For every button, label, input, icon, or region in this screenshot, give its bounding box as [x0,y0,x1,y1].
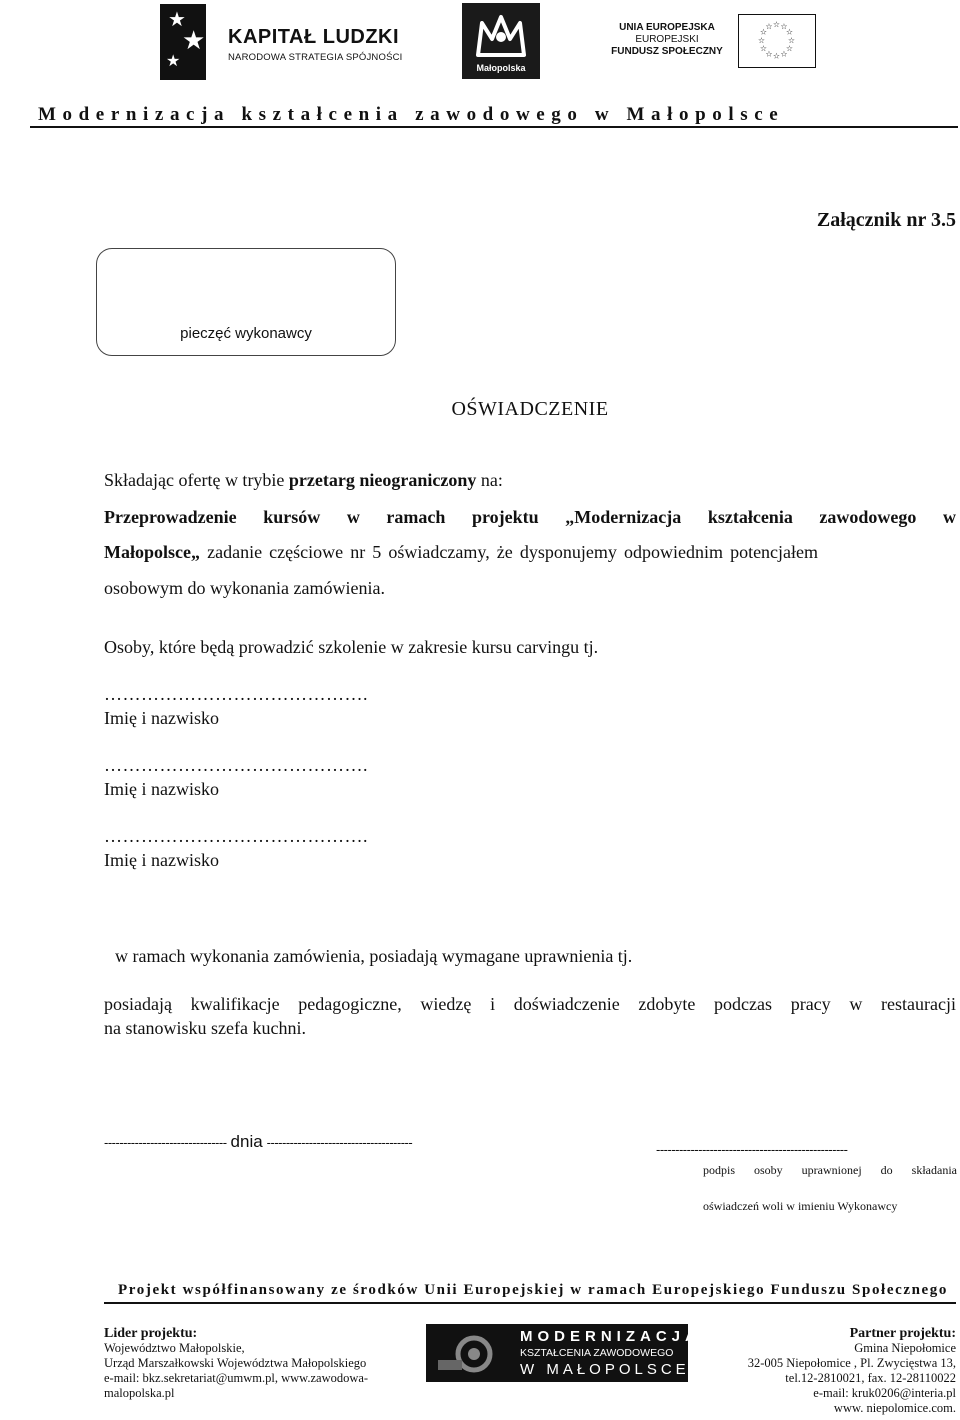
svg-text:☆: ☆ [765,49,773,59]
intro-paragraph [104,470,503,491]
date-blank: -------------------------------------- [266,1135,413,1150]
svg-text:☆: ☆ [787,36,796,45]
contractor-stamp-box [96,248,396,356]
intro-text: Składając ofertę w trybie [104,470,289,490]
kapital-ludzki-logo [160,4,408,82]
project-line-2 [104,542,956,563]
partner-heading: Partner projektu: [849,1326,956,1341]
project-leader-contact [104,1326,368,1401]
leader-line-3: e-mail: bkz.sekretariat@umwm.pl, www.zawodowa- [104,1371,369,1385]
stamp-label: pieczęć wykonawcy [180,325,312,342]
partner-line-4: e-mail: kruk0206@interia.pl [813,1386,956,1400]
project-region: Małopolsce„ [104,542,200,562]
qualification-line-2: na stanowisku szefa kuchni. [104,1018,306,1038]
kapital-ludzki-subtitle: NARODOWA STRATEGIA SPÓJNOŚCI [228,52,403,63]
procedure-type: przetarg nieograniczony [288,470,477,490]
eu-flag-icon [738,14,816,68]
header-tagline: Modernizacja kształcenia zawodowego w Małopolsce [38,104,785,125]
svg-text:☆: ☆ [785,27,794,37]
svg-text:☆: ☆ [765,22,773,31]
svg-text:☆: ☆ [772,51,781,61]
modernizacja-logo-line-2: KSZTAŁCENIA ZAWODOWEGO [520,1347,674,1359]
signature-blank: -------------------------------------------------- [656,1142,848,1157]
attachment-label: Załącznik nr 3.5 [816,209,956,231]
project-partner-contact [748,1326,956,1416]
partner-line-3: tel.12-2810021, fax. 12-28110022 [785,1371,956,1385]
footer-divider [104,1302,956,1304]
partner-line-2: 32-005 Niepołomice , Pl. Zwycięstwa 13, [747,1356,956,1370]
persons-intro: Osoby, które będą prowadzić szkolenie w zakresie kursu carvingu tj. [104,637,599,657]
eu-line3: FUNDUSZ SPOŁECZNY [611,46,723,57]
date-word: dnia [230,1132,263,1151]
signature-caption-2: oświadczeń woli w imieniu Wykonawcy [703,1199,898,1213]
header-divider [30,126,958,128]
signature-caption-1: podpis osoby uprawnionej do składania [703,1163,957,1177]
eu-text [604,22,730,58]
kapital-ludzki-emblem-icon: ★ ★ ★ [160,4,206,80]
malopolska-logo [462,3,540,79]
qualification-line-1: posiadają kwalifikacje pedagogiczne, wiedzę i doświadczenie zdobyte podczas pracy w restauracji [104,994,956,1014]
eu-line1: UNIA EUROPEJSKA [619,22,715,33]
eu-line2: EUROPEJSKI [635,34,699,45]
leader-line-4: malopolska.pl [104,1386,175,1400]
person-1-dots: ……………………………………. [104,684,368,704]
person-3-label: Imię i nazwisko [104,850,219,870]
footer-tagline: Projekt współfinansowany ze środków Unii Europejskiej w ramach Europejskiego Funduszu Społecznego [118,1282,948,1298]
modernizacja-gear-icon [434,1330,512,1376]
person-2-label: Imię i nazwisko [104,779,219,799]
svg-text:☆: ☆ [780,22,788,31]
project-line-3: osobowym do wykonania zamówienia. [104,578,385,598]
person-3-dots: ……………………………………. [104,826,368,846]
svg-text:☆: ☆ [757,36,766,45]
svg-text:☆: ☆ [780,49,788,59]
place-blank: -------------------------------- [104,1135,227,1150]
kapital-ludzki-title: KAPITAŁ LUDZKI [228,26,400,48]
leader-line-1: Województwo Małopolskie, [104,1341,245,1355]
modernizacja-logo [426,1324,701,1382]
intro-suffix: na: [476,470,503,490]
modernizacja-logo-line-3: W MAŁOPOLSCE [520,1361,690,1378]
project-statement: zadanie częściowe nr 5 oświadczamy, że dysponujemy odpowiednim potencjałem [200,542,819,562]
partner-line-5: www. niepolomice.com. [833,1401,956,1415]
qualification-intro: w ramach wykonania zamówienia, posiadają wymagane uprawnienia tj. [115,946,633,966]
malopolska-emblem-icon [472,11,530,59]
svg-text:☆: ☆ [785,44,794,53]
leader-line-2: Urząd Marszałkowski Województwa Małopolskiego [104,1356,367,1370]
leader-heading: Lider projektu: [104,1326,198,1341]
svg-text:☆: ☆ [759,44,768,53]
partner-line-1: Gmina Niepołomice [854,1341,956,1355]
person-1-label: Imię i nazwisko [104,708,219,728]
place-date-line [104,1132,412,1152]
person-2-dots: ……………………………………. [104,755,368,775]
malopolska-caption: Małopolska [476,63,526,73]
document-title: OŚWIADCZENIE [451,398,609,420]
project-line-1: Przeprowadzenie kursów w ramach projektu „Modernizacja kształcenia zawodowego w [104,507,956,527]
svg-text:☆: ☆ [759,27,768,37]
svg-text:☆: ☆ [772,20,781,29]
modernizacja-logo-line-1: MODERNIZACJA [520,1328,701,1345]
